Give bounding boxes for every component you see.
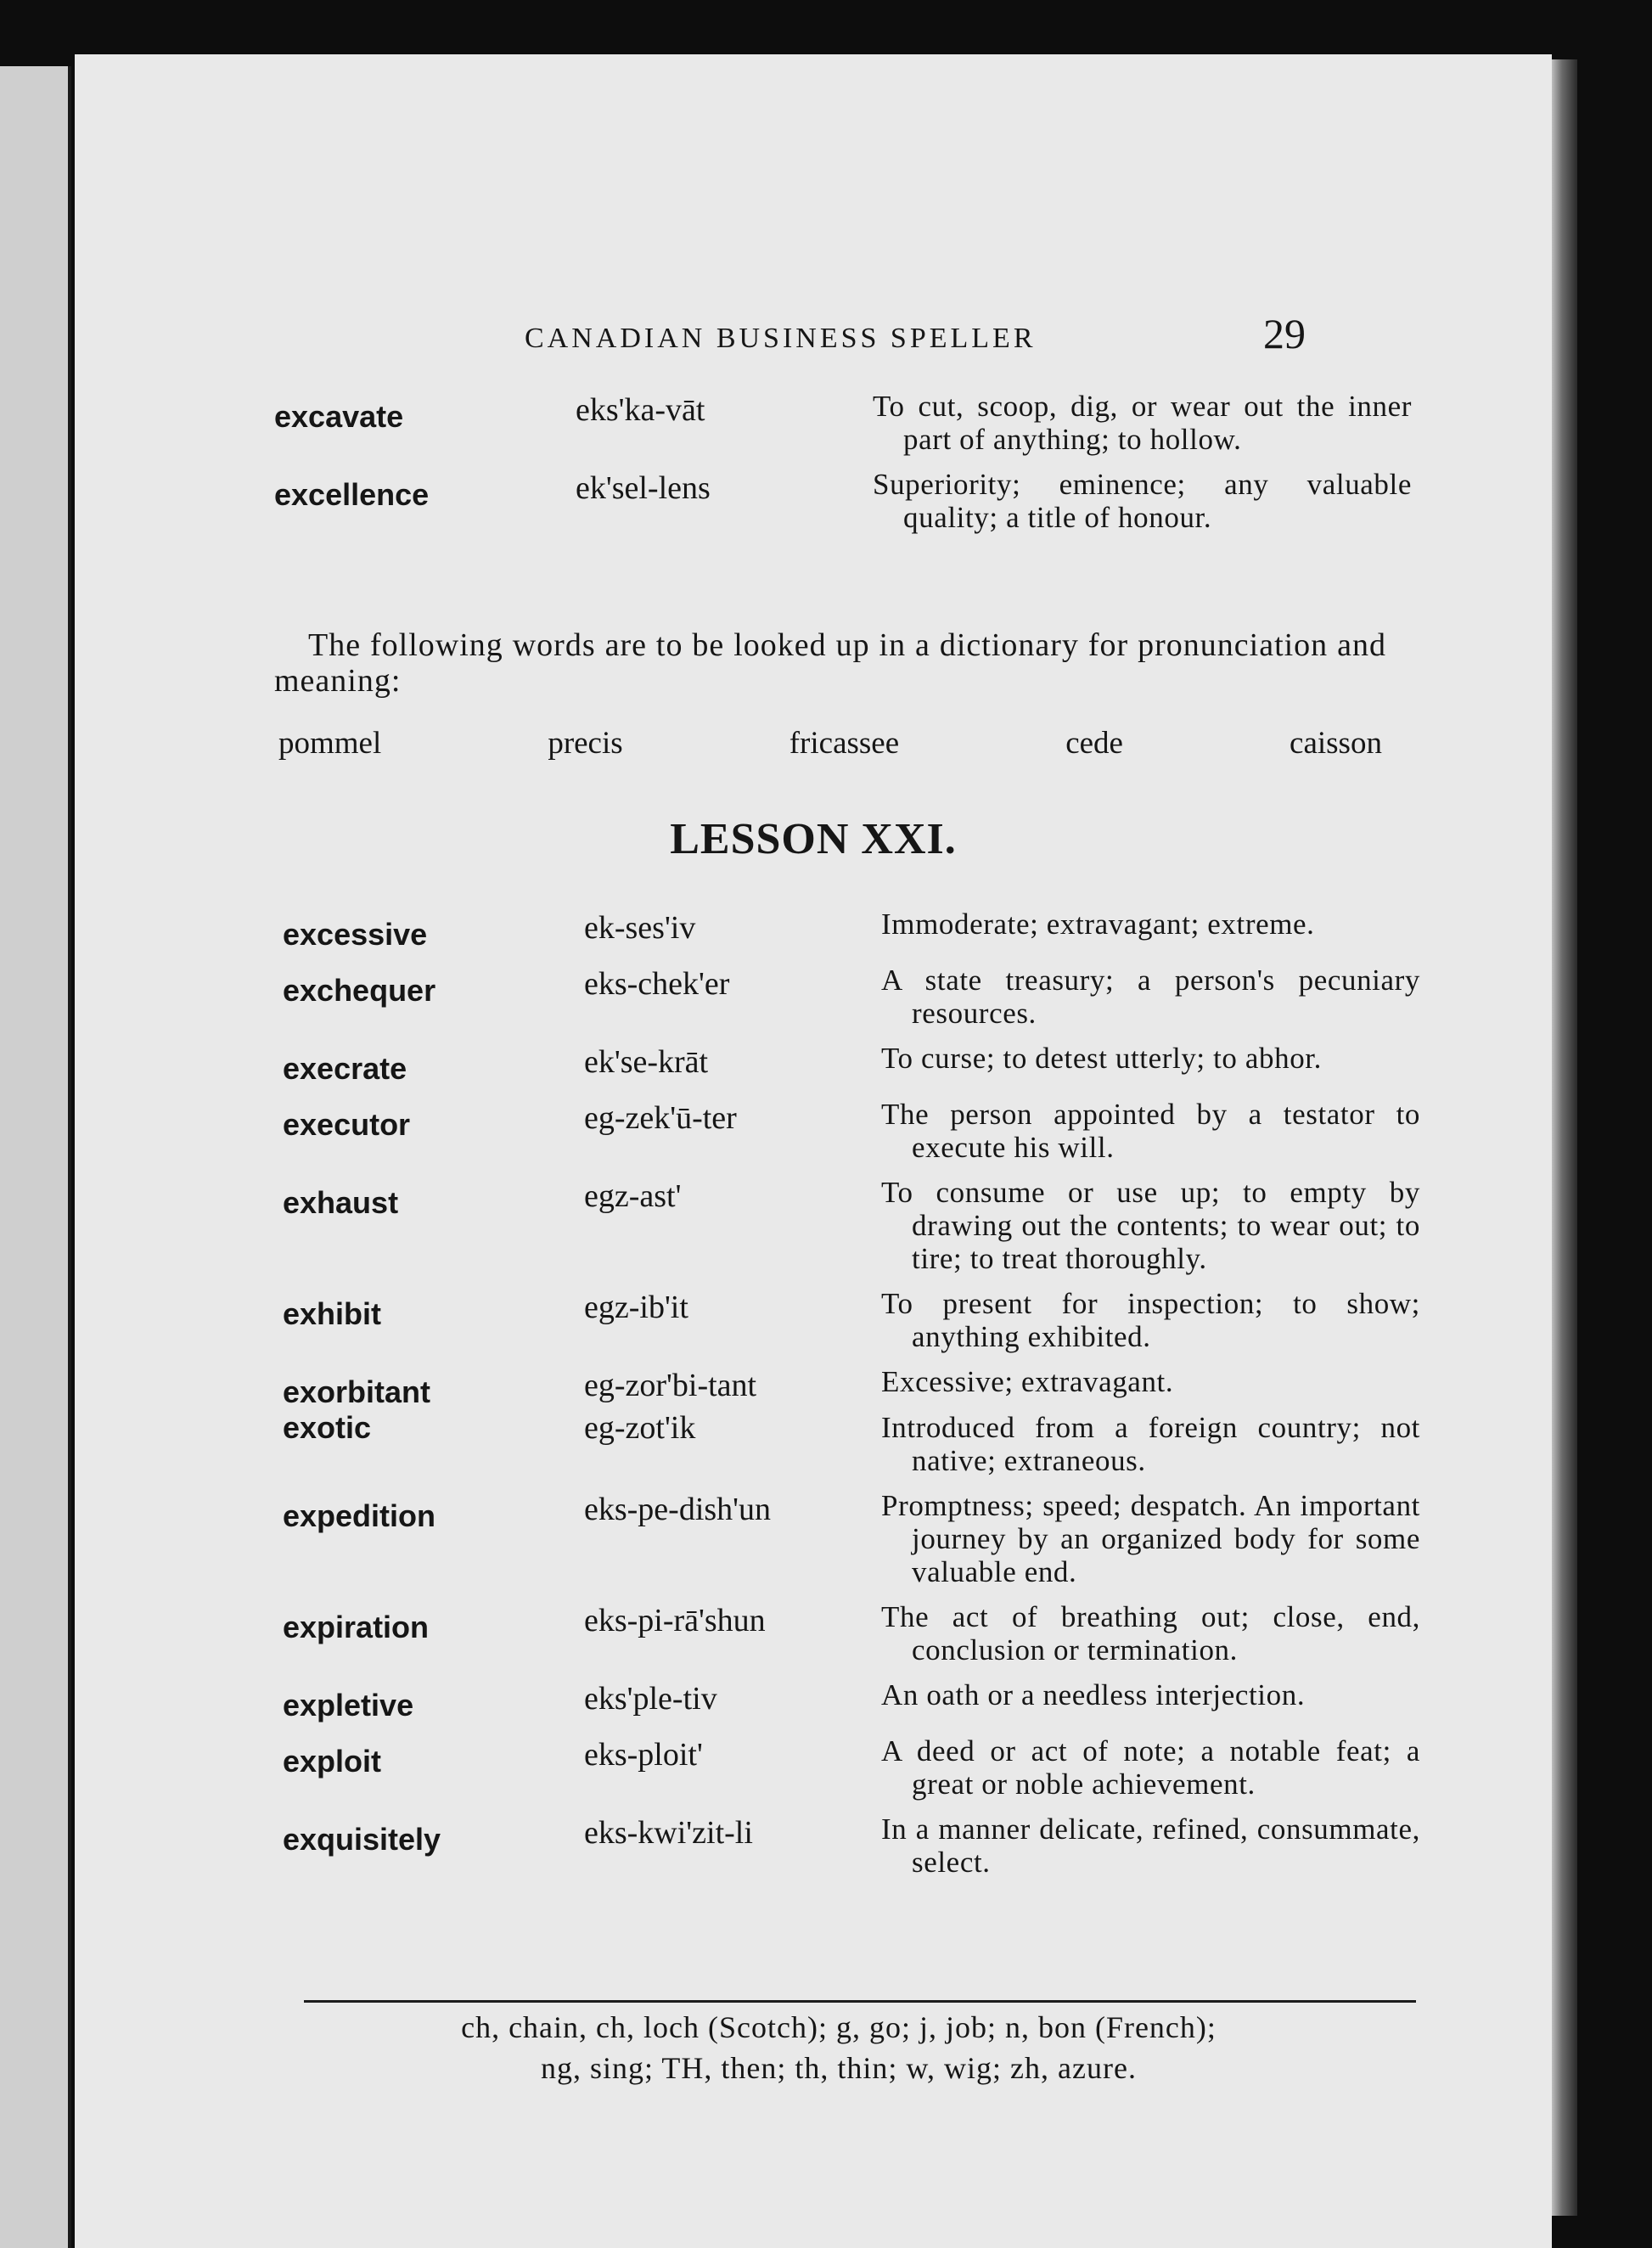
entry-pronunciation: egz-ib'it bbox=[584, 1290, 688, 1325]
entry-row bbox=[283, 1489, 1420, 1588]
entry-pronunciation: eks-pe-dish'un bbox=[584, 1492, 772, 1527]
entry-row bbox=[283, 1287, 1420, 1353]
entry-definition: Superiority; eminence; any valuable quality; a title of honour. bbox=[873, 468, 1412, 534]
entry-word: exchequer bbox=[283, 973, 436, 1008]
entry-row bbox=[283, 1600, 1420, 1666]
running-title: CANADIAN BUSINESS SPELLER bbox=[525, 323, 1037, 354]
entry-list-top bbox=[274, 390, 1412, 546]
book-page bbox=[75, 54, 1552, 2248]
adjacent-page-edge bbox=[0, 66, 71, 2248]
entry-definition: An oath or a needless interjection. bbox=[881, 1678, 1306, 1711]
lesson-title: LESSON XXI. bbox=[670, 815, 957, 863]
entry-definition: Immoderate; extravagant; extreme. bbox=[881, 908, 1315, 941]
lookup-word: cede bbox=[1065, 726, 1123, 761]
entry-word: exquisitely bbox=[283, 1822, 441, 1857]
entry-word: exotic bbox=[283, 1410, 372, 1445]
entry-word: exorbitant bbox=[283, 1374, 431, 1409]
entry-definition: Introduced from a foreign country; not native; extraneous. bbox=[881, 1411, 1420, 1477]
page-number: 29 bbox=[1263, 310, 1306, 357]
entry-definition: Promptness; speed; despatch. An important journey by an organized body for some valuable end. bbox=[881, 1489, 1420, 1588]
entry-definition: A deed or act of note; a notable feat; a great or noble achievement. bbox=[881, 1734, 1420, 1801]
lookup-word-list bbox=[278, 725, 1382, 762]
entry-definition: To consume or use up; to empty by drawing out the contents; to wear out; to tire; to treat thoroughly. bbox=[881, 1176, 1420, 1275]
entry-pronunciation: eks'ka-vāt bbox=[576, 392, 705, 428]
entry-row bbox=[274, 390, 1412, 456]
pronunciation-key-line: ch, chain, ch, loch (Scotch); g, go; j, job; n, bon (French); bbox=[461, 2010, 1217, 2044]
entry-definition: To present for inspection; to show; anything exhibited. bbox=[881, 1287, 1420, 1353]
entry-word: excessive bbox=[283, 917, 428, 952]
pronunciation-key-line: ng, sing; TH, then; th, thin; w, wig; zh, azure. bbox=[541, 2051, 1137, 2085]
entry-word: expedition bbox=[283, 1498, 436, 1533]
lookup-word: pommel bbox=[278, 726, 382, 761]
entry-word: expletive bbox=[283, 1688, 414, 1723]
entry-pronunciation: ek'se-krāt bbox=[584, 1044, 709, 1080]
entry-row bbox=[274, 468, 1412, 534]
entry-word: exhaust bbox=[283, 1185, 399, 1220]
entry-word: excellence bbox=[274, 477, 430, 512]
entry-pronunciation: eks-pi-rā'shun bbox=[584, 1603, 766, 1638]
pronunciation-key bbox=[270, 2007, 1408, 2088]
entry-word: exploit bbox=[283, 1744, 382, 1779]
entry-row bbox=[283, 964, 1420, 1030]
lookup-word: precis bbox=[548, 726, 623, 761]
entry-pronunciation: ek-ses'iv bbox=[584, 910, 696, 946]
lookup-word: fricassee bbox=[789, 726, 900, 761]
page-header bbox=[75, 309, 1552, 368]
entry-definition: The person appointed by a testator to execute his will. bbox=[881, 1098, 1420, 1164]
entry-definition: The act of breathing out; close, end, conclusion or termination. bbox=[881, 1600, 1420, 1666]
entry-row bbox=[283, 1042, 1420, 1086]
entry-definition: Excessive; extravagant. bbox=[881, 1365, 1174, 1398]
entry-definition: To cut, scoop, dig, or wear out the inner part of anything; to hollow. bbox=[873, 390, 1412, 456]
entry-row bbox=[283, 1098, 1420, 1164]
entry-word: excavate bbox=[274, 399, 404, 434]
entry-pronunciation: eks-kwi'zit-li bbox=[584, 1815, 753, 1851]
entry-row bbox=[283, 908, 1420, 952]
entry-pronunciation: eg-zor'bi-tant bbox=[584, 1368, 757, 1403]
entry-word: execrate bbox=[283, 1051, 407, 1086]
page-edge-shadow bbox=[1552, 59, 1577, 2216]
entry-definition: To curse; to detest utterly; to abhor. bbox=[881, 1042, 1322, 1075]
entry-definition: A state treasury; a person's pecuniary resources. bbox=[881, 964, 1420, 1030]
entry-row bbox=[283, 1411, 1420, 1477]
entry-row bbox=[283, 1678, 1420, 1723]
entry-pronunciation: eks-ploit' bbox=[584, 1737, 703, 1773]
entry-row bbox=[283, 1176, 1420, 1275]
entry-pronunciation: eg-zek'ū-ter bbox=[584, 1100, 737, 1136]
entry-pronunciation: eg-zot'ik bbox=[584, 1410, 696, 1446]
entry-pronunciation: eks'ple-tiv bbox=[584, 1681, 717, 1717]
entry-row bbox=[283, 1812, 1420, 1879]
entry-row bbox=[283, 1365, 1420, 1409]
entry-word: executor bbox=[283, 1107, 411, 1142]
entry-pronunciation: ek'sel-lens bbox=[576, 470, 711, 506]
lookup-instruction: The following words are to be looked up in a dictionary for pronunciation and meaning: bbox=[274, 627, 1386, 699]
entry-row bbox=[283, 1734, 1420, 1801]
lookup-word: caisson bbox=[1290, 726, 1382, 761]
entry-pronunciation: egz-ast' bbox=[584, 1178, 682, 1214]
entry-word: exhibit bbox=[283, 1296, 382, 1331]
entry-word: expiration bbox=[283, 1610, 430, 1644]
entry-pronunciation: eks-chek'er bbox=[584, 966, 730, 1002]
entry-list-lesson bbox=[283, 908, 1420, 1891]
footer-rule bbox=[304, 2000, 1416, 2003]
entry-definition: In a manner delicate, refined, consummate, select. bbox=[881, 1812, 1420, 1879]
